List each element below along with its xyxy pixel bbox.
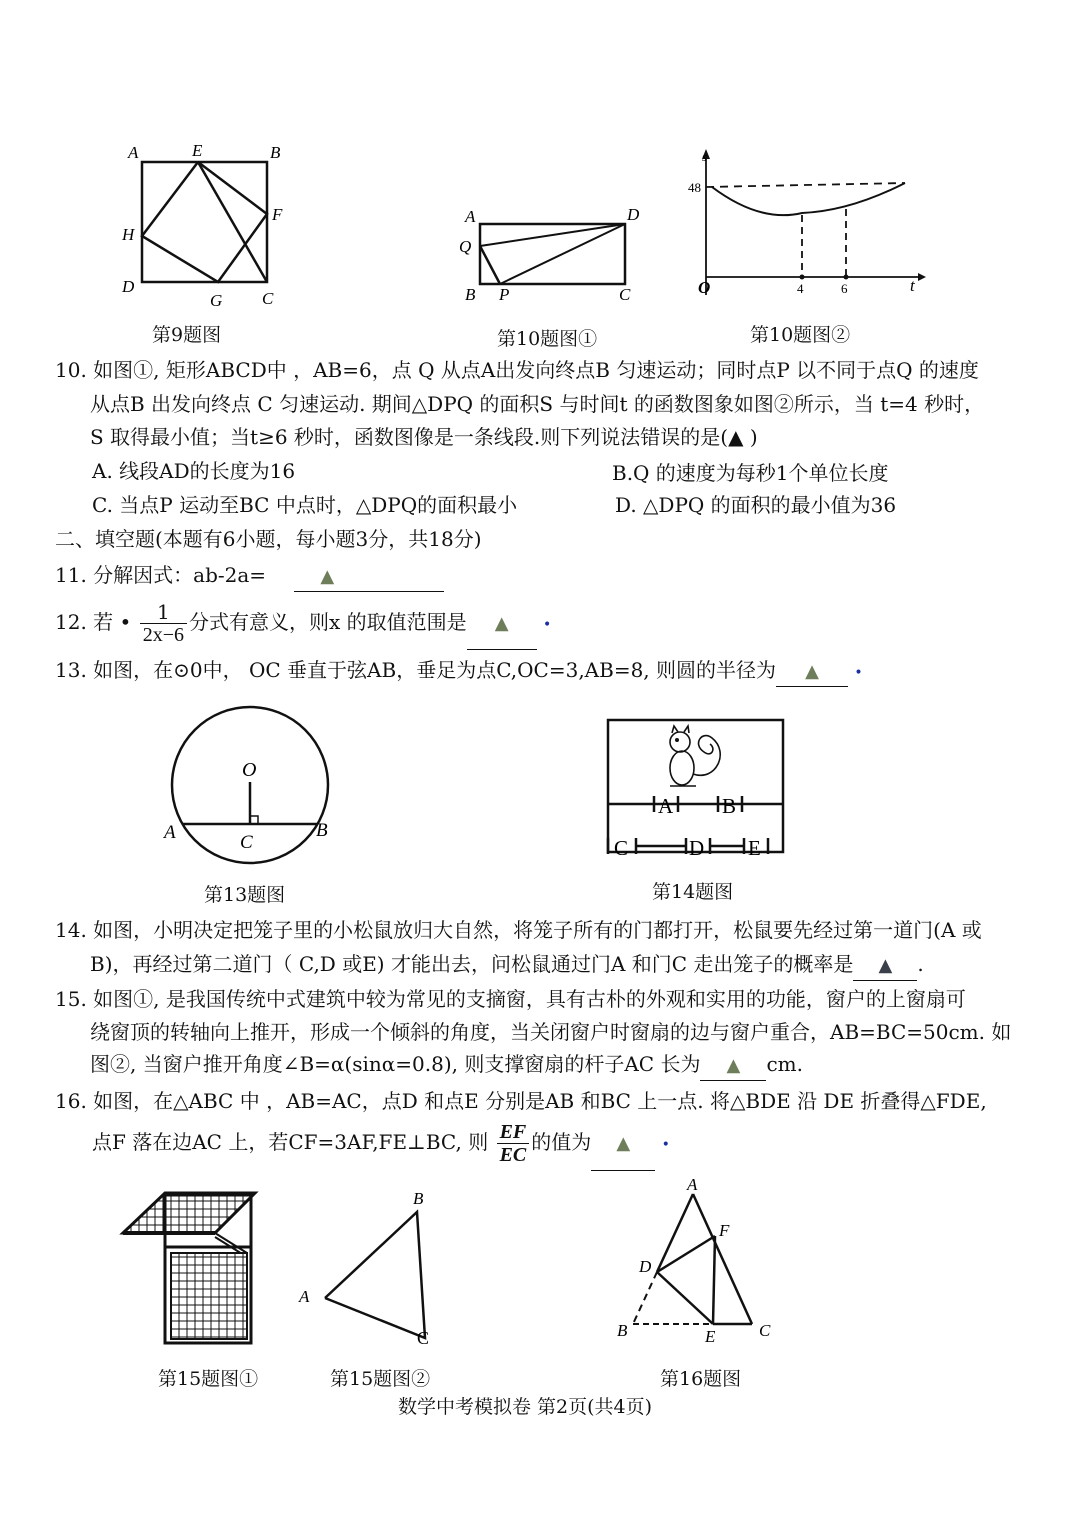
fraction-numerator: EF — [497, 1121, 530, 1144]
figure-13-circle-diagram — [160, 700, 340, 870]
q14-answer-blank — [853, 950, 917, 981]
figure-13-caption: 第13题图 — [204, 884, 286, 906]
q10-option-a: A. 线段AD的长度为16 — [92, 459, 296, 483]
door-E: E — [748, 836, 761, 860]
label-E: E — [192, 141, 203, 160]
q13 — [55, 656, 863, 687]
label-E: E — [705, 1327, 716, 1346]
section-2-heading: 二、填空题(本题有6小题，每小题3分，共18分) — [55, 527, 482, 551]
q16-answer-blank — [591, 1116, 655, 1171]
tick-48: 48 — [688, 180, 701, 195]
answer-mark: ▲ — [878, 955, 893, 976]
answer-mark: ▲ — [805, 661, 819, 682]
figure-16-caption: 第16题图 — [660, 1368, 742, 1390]
tick-6: 6 — [841, 281, 848, 296]
door-A: A — [658, 794, 674, 818]
axis-label-s: s — [702, 149, 708, 164]
figure-10b-caption: 第10题图② — [750, 324, 851, 346]
figure-9-square-diagram — [110, 138, 310, 313]
figure-9-caption: 第9题图 — [152, 324, 222, 346]
q15-line1: 15. 如图①, 是我国传统中式建筑中较为常见的支摘窗，具有古朴的外观和实用的功能，窗户的上窗扇可 — [55, 987, 966, 1011]
label-H: H — [122, 225, 135, 244]
q15-answer-blank — [700, 1050, 766, 1081]
figure-15b-caption: 第15题图② — [330, 1368, 431, 1390]
figure-14-cage-diagram — [600, 712, 790, 862]
q10-option-b: B.Q 的速度为每秒1个单位长度 — [612, 461, 889, 485]
q14-line2-text: B)，再经过第二道门（ C,D 或E) 才能出去，问松鼠通过门A 和门C 走出笼子的概率是 — [90, 952, 854, 976]
label-C: C — [240, 832, 253, 853]
door-B: B — [722, 794, 737, 818]
label-C: C — [262, 289, 274, 308]
q11 — [55, 561, 444, 592]
q10-line2: 从点B 出发向终点 C 匀速运动. 期间△DPQ 的面积S 与时间t 的函数图象如图②所示，当 t=4 秒时， — [90, 392, 985, 416]
label-B: B — [316, 820, 328, 841]
label-B: B — [413, 1189, 424, 1208]
label-Q: Q — [459, 237, 472, 256]
label-A: A — [128, 143, 139, 162]
label-F: F — [719, 1221, 730, 1240]
q15-line3-text: 图②, 当窗户推开角度∠B=α(sinα=0.8), 则支撑窗扇的杆子AC 长为 — [90, 1052, 701, 1076]
q13-text: 13. 如图，在⊙0中， OC 垂直于弦AB，垂足为点C,OC=3,AB=8, 则圆的半径为 — [55, 658, 777, 682]
q12-prefix: 12. 若 • — [55, 610, 132, 634]
figure-10a-rectangle-diagram — [455, 200, 650, 310]
label-B: B — [465, 285, 476, 304]
label-D: D — [122, 277, 135, 296]
figure-15b-triangle-diagram — [295, 1188, 445, 1353]
q10-option-d: D. △DPQ 的面积的最小值为36 — [615, 493, 897, 517]
q15-line2: 绕窗顶的转轴向上推开，形成一个倾斜的角度，当关闭窗户时窗扇的边与窗户重合，AB=BC=50cm. 如 — [90, 1020, 1012, 1044]
label-D: D — [627, 205, 640, 224]
q14-end: . — [917, 952, 924, 976]
q11-text: 11. 分解因式：ab-2a= — [55, 563, 267, 587]
label-A: A — [164, 822, 176, 843]
q12-answer-blank — [467, 597, 537, 650]
fraction-denominator: 2x−6 — [142, 624, 184, 646]
figure-15a-caption: 第15题图① — [158, 1368, 259, 1390]
q12 — [55, 597, 551, 650]
label-C: C — [619, 285, 631, 304]
label-B: B — [617, 1321, 628, 1340]
figure-15a-window-diagram — [115, 1185, 265, 1355]
dot-mark: • — [661, 1137, 670, 1153]
figure-14-caption: 第14题图 — [652, 881, 734, 903]
q16-fraction — [497, 1121, 530, 1166]
answer-mark: ▲ — [320, 566, 335, 587]
fraction-denominator: EC — [499, 1144, 527, 1166]
q16-prefix: 点F 落在边AC 上，若CF=3AF,FE⊥BC, 则 — [92, 1130, 489, 1154]
figure-10a-caption: 第10题图① — [497, 328, 598, 350]
label-F: F — [272, 205, 283, 224]
q14-line2 — [90, 950, 924, 981]
q16-line1: 16. 如图，在△ABC 中 ，AB=AC，点D 和点E 分别是AB 和BC 上一点. 将△BDE 沿 DE 折叠得△FDE, — [55, 1089, 987, 1113]
figure-16-triangle-fold-diagram — [605, 1175, 790, 1346]
q10-line1: 10. 如图①, 矩形ABCD中 ，AB=6，点 Q 从点A出发向终点B 匀速运动；同时点P 以不同于点Q 的速度 — [55, 358, 979, 382]
squirrel-icon — [670, 726, 720, 786]
q11-answer-blank — [294, 561, 444, 592]
dot-mark: • — [854, 665, 863, 681]
origin-O: O — [698, 278, 711, 297]
q12-fraction — [140, 601, 187, 646]
label-G: G — [210, 291, 223, 310]
label-C: C — [417, 1328, 430, 1348]
door-C: C — [614, 836, 629, 860]
q13-answer-blank — [776, 656, 848, 687]
label-A: A — [687, 1175, 698, 1194]
page-footer: 数学中考模拟卷 第2页(共4页) — [398, 1396, 653, 1418]
q15-line3 — [90, 1050, 803, 1081]
label-C: C — [759, 1321, 771, 1340]
label-P: P — [499, 285, 510, 304]
q10-option-c: C. 当点P 运动至BC 中点时，△DPQ的面积最小 — [92, 493, 518, 517]
q15-unit: cm. — [766, 1052, 803, 1076]
label-O: O — [242, 759, 257, 781]
label-B: B — [270, 143, 281, 162]
fraction-numerator: 1 — [140, 601, 187, 624]
label-A: A — [465, 207, 476, 226]
tick-4: 4 — [797, 281, 804, 296]
door-D: D — [689, 836, 705, 860]
answer-mark: ▲ — [494, 613, 509, 634]
axis-label-t: t — [910, 276, 915, 295]
answer-mark: ▲ — [616, 1133, 631, 1154]
q14-line1: 14. 如图，小明决定把笼子里的小松鼠放归大自然，将笼子所有的门都打开，松鼠要先经过第一道门(A 或 — [55, 918, 982, 942]
q16-suffix: 的值为 — [531, 1130, 592, 1154]
q10-line3: S 取得最小值；当t≥6 秒时，函数图像是一条线段.则下列说法错误的是(▲ ) — [90, 425, 758, 449]
label-A: A — [299, 1287, 310, 1306]
q16-line2 — [92, 1116, 670, 1171]
label-D: D — [639, 1257, 652, 1276]
figure-10b-function-graph — [690, 145, 930, 305]
dot-mark: • — [542, 617, 552, 633]
answer-mark: ▲ — [726, 1055, 741, 1076]
q12-suffix: 分式有意义，则x 的取值范围是 — [188, 610, 467, 634]
